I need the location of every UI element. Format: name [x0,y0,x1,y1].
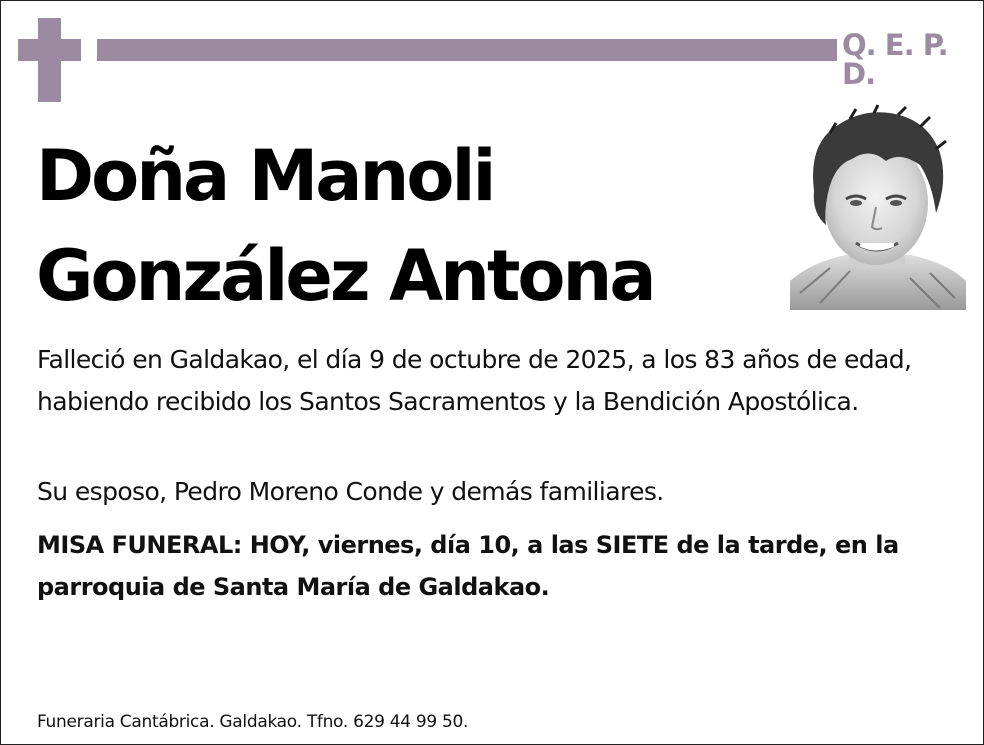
qepd-label: Q. E. P. D. [842,28,948,91]
header-divider-bar [97,39,837,61]
cross-horizontal-bar [18,39,81,61]
funeral-home-footer: Funeraria Cantábrica. Galdakao. Tfno. 629 44 99 50. [37,712,469,732]
deceased-name-line2: González Antona [36,235,654,317]
funeral-mass-text: MISA FUNERAL: HOY, viernes, día 10, a las SIETE de la tarde, en la parroquia de Santa María de Galdakao. [37,531,899,601]
death-announcement-text: Falleció en Galdakao, el día 9 de octubre de 2025, a los 83 años de edad, habiendo recibido los Santos Sacramentos y la Bendición Apostólica. [37,345,912,416]
deceased-name-line1: Doña Manoli [36,135,494,217]
deceased-photo [790,103,966,310]
family-text: Su esposo, Pedro Moreno Conde y demás familiares. [37,477,664,506]
